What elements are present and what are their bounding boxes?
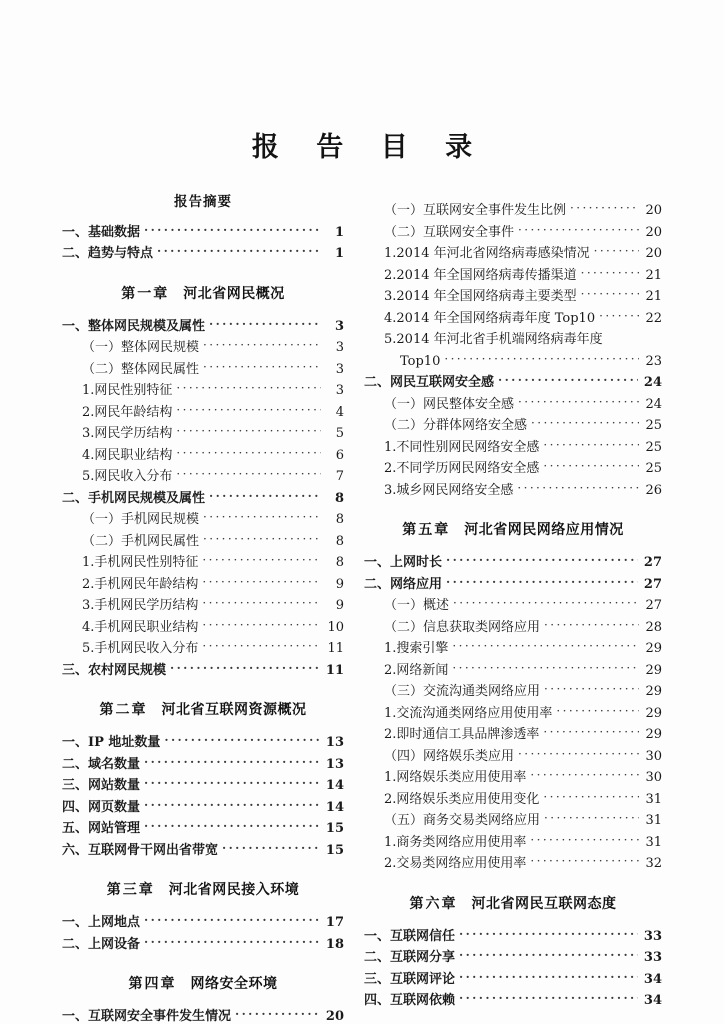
toc-entry[interactable] bbox=[62, 818, 344, 840]
toc-leader-dots bbox=[144, 913, 320, 926]
toc-leader-dots bbox=[498, 373, 638, 386]
toc-page-number: 28 bbox=[645, 619, 662, 635]
toc-entry[interactable] bbox=[364, 703, 662, 725]
toc-entry[interactable] bbox=[62, 423, 344, 445]
toc-entry-label: 2.即时通信工具品牌渗透率 bbox=[384, 727, 540, 742]
toc-column-left bbox=[0, 196, 352, 1028]
toc-page-number: 17 bbox=[325, 915, 344, 930]
toc-leader-dots bbox=[144, 776, 320, 789]
toc-leader-dots bbox=[594, 244, 639, 257]
toc-leader-dots bbox=[176, 467, 321, 480]
toc-leader-dots bbox=[144, 755, 320, 768]
toc-entry-label: 三、网站数量 bbox=[62, 778, 141, 793]
toc-entry[interactable] bbox=[62, 531, 344, 553]
toc-leader-dots bbox=[518, 395, 639, 408]
toc-leader-dots bbox=[176, 403, 321, 416]
toc-page-number: 31 bbox=[645, 791, 662, 807]
toc-entry[interactable] bbox=[62, 840, 344, 862]
toc-entry[interactable] bbox=[62, 595, 344, 617]
toc-leader-dots bbox=[176, 381, 321, 394]
toc-entry-label: （二）信息获取类网络应用 bbox=[384, 619, 541, 635]
chapter-heading bbox=[364, 523, 662, 537]
toc-entry[interactable] bbox=[364, 638, 662, 660]
toc-entry[interactable] bbox=[364, 789, 662, 811]
toc-leader-dots bbox=[203, 338, 321, 351]
toc-entry[interactable] bbox=[364, 617, 662, 639]
toc-entry-label: 1.商务类网络应用使用率 bbox=[384, 834, 527, 850]
toc-entry-label: （二）分群体网络安全感 bbox=[384, 418, 528, 433]
toc-leader-dots bbox=[459, 970, 638, 983]
toc-leader-dots bbox=[209, 489, 321, 502]
toc-entry-label: 一、上网地点 bbox=[62, 915, 141, 930]
toc-page-number: 3 bbox=[335, 383, 344, 398]
toc-entry[interactable] bbox=[364, 574, 662, 596]
toc-entry[interactable] bbox=[62, 1006, 344, 1028]
toc-leader-dots bbox=[530, 854, 639, 867]
toc-page-number: 34 bbox=[643, 993, 662, 1008]
toc-entry[interactable] bbox=[364, 480, 662, 502]
toc-entry-label: （四）网络娱乐类应用 bbox=[384, 748, 515, 764]
toc-leader-dots bbox=[459, 948, 638, 961]
toc-entry-label: 4.网民职业结构 bbox=[82, 447, 173, 463]
toc-entry-label: 二、网络应用 bbox=[364, 576, 443, 592]
toc-entry[interactable] bbox=[62, 316, 344, 338]
toc-page-number: 1 bbox=[334, 246, 344, 261]
toc-page-number: 6 bbox=[335, 447, 344, 463]
heading-text: 河北省网民网络应用情况 bbox=[464, 522, 624, 538]
toc-entry[interactable] bbox=[62, 402, 344, 424]
toc-entry[interactable] bbox=[62, 359, 344, 381]
chapter-heading bbox=[62, 703, 344, 717]
toc-entry[interactable] bbox=[62, 617, 344, 639]
toc-leader-dots bbox=[556, 704, 639, 717]
toc-entry-label: 3.网民学历结构 bbox=[82, 426, 173, 441]
toc-entry-label: 二、域名数量 bbox=[62, 756, 141, 772]
chapter-number: 第二章 bbox=[99, 702, 148, 718]
heading-text: 河北省互联网资源概况 bbox=[161, 702, 307, 718]
toc-page-number: 20 bbox=[645, 246, 662, 261]
toc-leader-dots bbox=[444, 352, 639, 365]
toc-page-number: 25 bbox=[645, 461, 662, 476]
chapter-number: 第六章 bbox=[409, 895, 458, 912]
toc-entry[interactable] bbox=[62, 775, 344, 797]
toc-leader-dots bbox=[203, 510, 321, 523]
toc-page-number: 10 bbox=[327, 619, 344, 635]
toc-entry-label: 3.2014 年全国网络病毒主要类型 bbox=[384, 289, 577, 304]
toc-page-number: 30 bbox=[645, 770, 662, 785]
toc-page-number: 21 bbox=[645, 289, 662, 304]
toc-leader-dots bbox=[235, 1007, 320, 1020]
toc-entry[interactable] bbox=[62, 445, 344, 467]
toc-entry-label: 5.手机网民收入分布 bbox=[82, 641, 199, 656]
toc-entry-label: 1.网络娱乐类应用使用率 bbox=[384, 770, 527, 785]
toc-entry-label: （二）互联网安全事件 bbox=[384, 224, 515, 240]
heading-text: 河北省网民接入环境 bbox=[168, 882, 300, 898]
toc-entry[interactable] bbox=[364, 990, 662, 1012]
toc-entry-label: 2.2014 年全国网络病毒传播渠道 bbox=[384, 267, 577, 283]
toc-page-number: 13 bbox=[325, 735, 344, 750]
toc-entry[interactable] bbox=[364, 552, 662, 574]
toc-leader-dots bbox=[164, 733, 320, 746]
toc-page-number: 29 bbox=[645, 705, 662, 721]
toc-entry[interactable] bbox=[364, 832, 662, 854]
toc-entry[interactable] bbox=[62, 243, 344, 265]
toc-entry[interactable] bbox=[364, 458, 662, 480]
toc-entry-label: （三）交流沟通类网络应用 bbox=[384, 684, 541, 699]
toc-leader-dots bbox=[570, 201, 639, 214]
toc-page-number: 29 bbox=[645, 684, 662, 699]
toc-entry-label: 2.网民年龄结构 bbox=[82, 404, 173, 420]
toc-page-number: 21 bbox=[645, 267, 662, 283]
toc-entry-label: 1.网民性别特征 bbox=[82, 383, 173, 398]
toc-entry-label: 二、互联网分享 bbox=[364, 950, 456, 965]
toc-page-number: 8 bbox=[335, 533, 344, 549]
toc-entry[interactable] bbox=[364, 595, 662, 617]
toc-entry[interactable] bbox=[364, 681, 662, 703]
toc-leader-dots bbox=[144, 223, 321, 236]
toc-leader-dots bbox=[176, 424, 321, 437]
toc-entry-label: 3.手机网民学历结构 bbox=[82, 598, 199, 613]
toc-leader-dots bbox=[544, 811, 639, 824]
toc-page-number: 15 bbox=[325, 821, 344, 836]
toc-page-number: 34 bbox=[643, 971, 662, 987]
toc-entry-label: （一）网民整体安全感 bbox=[384, 396, 515, 412]
toc-leader-dots bbox=[170, 661, 320, 674]
toc-entry[interactable] bbox=[62, 732, 344, 754]
toc-leader-dots bbox=[581, 266, 639, 279]
toc-entry[interactable] bbox=[364, 222, 662, 244]
toc-entry[interactable] bbox=[62, 222, 344, 244]
toc-page-number: 11 bbox=[327, 641, 344, 656]
toc-entry-label: 1.2014 年河北省网络病毒感染情况 bbox=[384, 246, 590, 261]
toc-leader-dots bbox=[144, 819, 320, 832]
toc-entry-label: 三、农村网民规模 bbox=[62, 662, 167, 678]
chapter-heading bbox=[62, 883, 344, 897]
chapter-heading bbox=[364, 897, 662, 911]
toc-page-number: 24 bbox=[643, 375, 662, 390]
toc-entry-label: （一）概述 bbox=[384, 598, 450, 613]
toc-page-number: 30 bbox=[645, 748, 662, 764]
toc-entry-label: 2.网络新闻 bbox=[384, 662, 449, 678]
toc-page-number: 26 bbox=[645, 482, 662, 498]
toc-entry[interactable] bbox=[364, 969, 662, 991]
toc-page-number: 15 bbox=[325, 842, 344, 858]
toc-page-number: 8 bbox=[335, 512, 344, 527]
heading-text: 报告摘要 bbox=[174, 194, 232, 210]
toc-entry-label: （二）整体网民属性 bbox=[82, 361, 200, 377]
toc-leader-dots bbox=[453, 596, 639, 609]
toc-leader-dots bbox=[144, 935, 320, 948]
toc-entry-label: 一、互联网信任 bbox=[364, 928, 456, 944]
toc-leader-dots bbox=[203, 360, 321, 373]
toc-leader-dots bbox=[144, 798, 320, 811]
toc-entry-label: （五）商务交易类网络应用 bbox=[384, 813, 541, 828]
toc-page-number: 14 bbox=[325, 799, 344, 815]
toc-page-number: 5 bbox=[335, 426, 344, 441]
toc-leader-dots bbox=[202, 596, 321, 609]
toc-entry[interactable] bbox=[62, 509, 344, 531]
toc-entry[interactable] bbox=[62, 466, 344, 488]
toc-leader-dots bbox=[544, 682, 639, 695]
toc-leader-dots bbox=[446, 553, 638, 566]
toc-page-number: 27 bbox=[643, 555, 662, 570]
heading-text: 河北省网民互联网态度 bbox=[471, 895, 617, 912]
heading-text: 河北省网民概况 bbox=[183, 285, 285, 302]
toc-entry[interactable] bbox=[62, 754, 344, 776]
toc-entry-label: 二、上网设备 bbox=[62, 936, 141, 952]
toc-leader-dots bbox=[543, 459, 639, 472]
toc-entry-label: 一、互联网安全事件发生情况 bbox=[62, 1009, 232, 1024]
toc-entry[interactable] bbox=[62, 638, 344, 660]
toc-page-number: 31 bbox=[645, 834, 662, 850]
toc-leader-dots bbox=[202, 575, 321, 588]
toc-entry-label: 一、上网时长 bbox=[364, 555, 443, 570]
page-title: 报 告 目 录 bbox=[251, 132, 487, 163]
toc-page-number: 11 bbox=[325, 662, 344, 678]
toc-leader-dots bbox=[202, 639, 321, 652]
toc-entry-label: 1.搜索引擎 bbox=[384, 641, 449, 656]
toc-column-right bbox=[352, 196, 724, 1012]
toc-page-number: 22 bbox=[645, 310, 662, 326]
toc-page-number: 31 bbox=[645, 813, 662, 828]
toc-leader-dots bbox=[530, 768, 639, 781]
toc-page-number: 27 bbox=[643, 576, 662, 592]
toc-entry-label: 5.网民收入分布 bbox=[82, 469, 173, 484]
toc-entry[interactable] bbox=[62, 380, 344, 402]
toc-entry[interactable] bbox=[364, 372, 662, 394]
toc-entry[interactable] bbox=[364, 329, 662, 351]
toc-leader-dots bbox=[452, 639, 639, 652]
toc-page-number: 3 bbox=[335, 340, 344, 355]
toc-entry[interactable] bbox=[364, 926, 662, 948]
toc-page-number: 3 bbox=[335, 361, 344, 377]
toc-leader-dots bbox=[452, 661, 639, 674]
toc-leader-dots bbox=[544, 618, 639, 631]
chapter-heading bbox=[62, 287, 344, 301]
toc-entry-label: 四、网页数量 bbox=[62, 799, 141, 815]
chapter-number: 第四章 bbox=[128, 976, 177, 992]
toc-page-number: 14 bbox=[325, 778, 344, 793]
toc-page-number: 23 bbox=[645, 353, 662, 369]
toc-leader-dots bbox=[599, 309, 639, 322]
toc-entry-label: 3.城乡网民网络安全感 bbox=[384, 482, 514, 498]
toc-leader-dots bbox=[607, 330, 639, 343]
toc-entry-label: （一）整体网民规模 bbox=[82, 340, 200, 355]
toc-leader-dots bbox=[581, 287, 639, 300]
heading-text: 网络安全环境 bbox=[190, 976, 278, 992]
toc-entry[interactable] bbox=[364, 660, 662, 682]
toc-columns bbox=[0, 196, 724, 1028]
toc-entry[interactable] bbox=[364, 243, 662, 265]
toc-entry[interactable] bbox=[364, 810, 662, 832]
chapter-number: 第三章 bbox=[106, 882, 155, 898]
toc-page-number: 8 bbox=[335, 555, 344, 570]
toc-leader-dots bbox=[518, 747, 639, 760]
toc-page-number: 27 bbox=[645, 598, 662, 613]
toc-page-number: 25 bbox=[645, 439, 662, 455]
toc-entry[interactable] bbox=[62, 552, 344, 574]
toc-leader-dots bbox=[543, 790, 639, 803]
toc-page-number: 29 bbox=[645, 662, 662, 678]
toc-entry-label: （二）手机网民属性 bbox=[82, 533, 200, 549]
toc-entry[interactable] bbox=[62, 797, 344, 819]
toc-entry[interactable] bbox=[364, 947, 662, 969]
toc-leader-dots bbox=[543, 438, 639, 451]
toc-leader-dots bbox=[446, 575, 638, 588]
toc-entry-label: （一）手机网民规模 bbox=[82, 512, 200, 527]
toc-leader-dots bbox=[459, 927, 638, 940]
toc-page-number: 33 bbox=[643, 950, 662, 965]
section-heading-summary bbox=[62, 196, 344, 210]
toc-leader-dots bbox=[157, 244, 321, 257]
toc-page-number: 29 bbox=[645, 641, 662, 656]
toc-entry-label: 1.手机网民性别特征 bbox=[82, 555, 199, 570]
toc-entry-label: 4.2014 年全国网络病毒年度 Top10 bbox=[384, 310, 596, 326]
toc-entry[interactable] bbox=[62, 912, 344, 934]
toc-page-number: 13 bbox=[325, 756, 344, 772]
toc-entry[interactable] bbox=[364, 308, 662, 330]
toc-entry[interactable] bbox=[364, 200, 662, 222]
toc-leader-dots bbox=[222, 841, 320, 854]
toc-entry[interactable] bbox=[364, 767, 662, 789]
toc-entry-label: 2.手机网民年龄结构 bbox=[82, 576, 199, 592]
toc-leader-dots bbox=[202, 553, 321, 566]
toc-entry[interactable] bbox=[364, 437, 662, 459]
toc-page-number: 29 bbox=[645, 727, 662, 742]
toc-leader-dots bbox=[459, 991, 638, 1004]
toc-entry[interactable] bbox=[364, 853, 662, 875]
toc-entry[interactable] bbox=[364, 746, 662, 768]
toc-page-number: 9 bbox=[335, 598, 344, 613]
toc-entry-label: 2.交易类网络应用使用率 bbox=[384, 856, 527, 871]
chapter-heading bbox=[62, 977, 344, 991]
toc-entry-label: 1.交流沟通类网络应用使用率 bbox=[384, 705, 553, 721]
chapter-number: 第五章 bbox=[402, 522, 451, 538]
toc-entry-label: 2.不同学历网民网络安全感 bbox=[384, 461, 540, 476]
toc-leader-dots bbox=[176, 446, 321, 459]
toc-page-number: 20 bbox=[645, 224, 662, 240]
toc-leader-dots bbox=[530, 833, 639, 846]
toc-entry-label: Top10 bbox=[400, 353, 441, 369]
toc-leader-dots bbox=[517, 481, 639, 494]
toc-entry[interactable] bbox=[62, 488, 344, 510]
toc-page-number: 18 bbox=[325, 936, 344, 952]
toc-page-number: 20 bbox=[325, 1009, 344, 1024]
toc-leader-dots bbox=[209, 317, 321, 330]
toc-entry[interactable] bbox=[62, 574, 344, 596]
toc-leader-dots bbox=[518, 223, 639, 236]
toc-entry[interactable] bbox=[364, 394, 662, 416]
toc-entry-label: （一）互联网安全事件发生比例 bbox=[384, 203, 567, 218]
toc-entry-label: 五、网站管理 bbox=[62, 821, 141, 836]
toc-entry-label: 一、整体网民规模及属性 bbox=[62, 318, 206, 334]
toc-page-number: 9 bbox=[335, 576, 344, 592]
toc-entry-label: 2.网络娱乐类应用使用变化 bbox=[384, 791, 540, 807]
toc-page-number: 33 bbox=[643, 928, 662, 944]
toc-entry[interactable] bbox=[364, 351, 662, 373]
toc-entry-label: 1.不同性别网民网络安全感 bbox=[384, 439, 540, 455]
chapter-number: 第一章 bbox=[121, 285, 170, 302]
toc-leader-dots bbox=[203, 532, 321, 545]
toc-entry-label: 二、网民互联网安全感 bbox=[364, 375, 495, 390]
toc-page-number: 1 bbox=[334, 224, 344, 240]
toc-entry[interactable] bbox=[364, 724, 662, 746]
toc-entry[interactable] bbox=[364, 265, 662, 287]
toc-page-number: 8 bbox=[334, 490, 344, 506]
toc-entry-label: 5.2014 年河北省手机端网络病毒年度 bbox=[384, 332, 603, 347]
toc-page-number: 4 bbox=[335, 404, 344, 420]
toc-page-number: 24 bbox=[645, 396, 662, 412]
toc-page-number: 3 bbox=[334, 318, 344, 334]
toc-entry-label: 4.手机网民职业结构 bbox=[82, 619, 199, 635]
toc-entry-label: 三、互联网评论 bbox=[364, 971, 456, 987]
toc-page-number: 20 bbox=[645, 203, 662, 218]
toc-leader-dots bbox=[531, 416, 639, 429]
toc-page-number: 7 bbox=[335, 469, 344, 484]
toc-entry-label: 二、手机网民规模及属性 bbox=[62, 490, 206, 506]
toc-page-number: 32 bbox=[645, 856, 662, 871]
toc-entry[interactable] bbox=[62, 660, 344, 682]
toc-entry[interactable] bbox=[62, 337, 344, 359]
toc-entry-label: 四、互联网依赖 bbox=[364, 993, 456, 1008]
toc-entry-label: 六、互联网骨干网出省带宽 bbox=[62, 842, 219, 858]
toc-page-number: 25 bbox=[645, 418, 662, 433]
toc-entry[interactable] bbox=[364, 415, 662, 437]
toc-entry[interactable] bbox=[364, 286, 662, 308]
toc-leader-dots bbox=[543, 725, 639, 738]
toc-entry[interactable] bbox=[62, 934, 344, 956]
toc-entry-label: 一、基础数据 bbox=[62, 224, 141, 240]
toc-leader-dots bbox=[202, 618, 321, 631]
toc-entry-label: 一、IP 地址数量 bbox=[62, 735, 161, 750]
toc-entry-label: 二、趋势与特点 bbox=[62, 246, 154, 261]
